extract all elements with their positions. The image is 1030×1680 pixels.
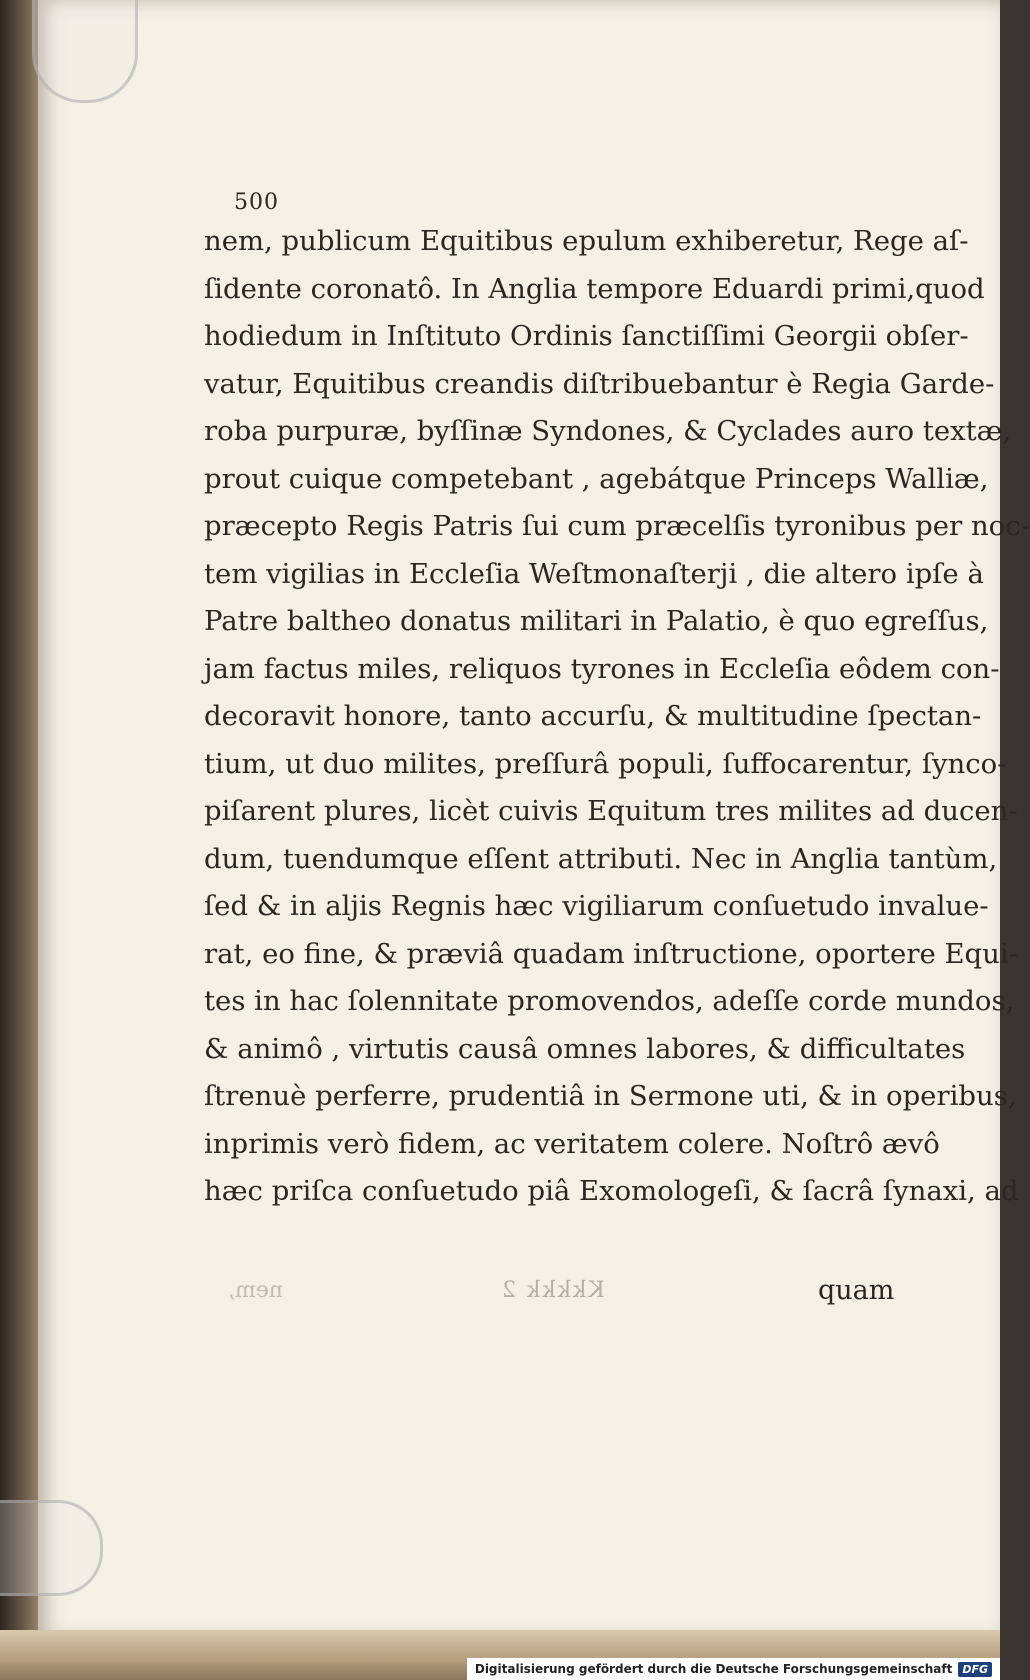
text-line: inprimis verò fidem, ac veritatem colere. Noſtrô ævô — [204, 1127, 940, 1160]
text-line: ſidente coronatô. In Anglia tempore Eduardi primi,quod — [204, 272, 985, 305]
text-line: ſed & in aljis Regnis hæc vigiliarum conſuetudo invalue- — [204, 890, 989, 922]
text-line: & animô , virtutis causâ omnes labores, & difficultates — [204, 1032, 966, 1065]
text-line: roba purpuræ, byſſinæ Syndones, & Cyclades auro textæ, — [204, 415, 1012, 447]
dfg-logo-icon: DFG — [958, 1662, 992, 1677]
text-line: piſarent plures, licèt cuivis Equitum tres milites ad ducen- — [204, 795, 1018, 827]
text-line: tes in hac ſolennitate promovendos, adeſſe corde mundos, — [204, 985, 1015, 1017]
page-clip-bottom — [0, 1500, 103, 1596]
text-line: decoravit honore, tanto accurſu, & multitudine ſpectan- — [204, 700, 982, 732]
text-line: Patre baltheo donatus militari in Palatio, è quo egreſſus, — [204, 605, 989, 637]
text-line: tium, ut duo milites, preſſurâ populi, ſuffocarentur, ſynco- — [204, 747, 1007, 780]
text-line: nem, publicum Equitibus epulum exhiberetur, Rege aſ- — [204, 225, 969, 257]
text-line: vatur, Equitibus creandis diſtribuebantur è Regia Garde- — [204, 367, 995, 400]
page-clip-top — [32, 0, 138, 103]
catchword: quam — [818, 1275, 895, 1306]
text-line: ſtrenuè perferre, prudentiâ in Sermone uti, & in operibus, — [204, 1080, 1017, 1112]
text-line: hodiedum in Inſtituto Ordinis ſanctiſſimi Georgii obſer- — [204, 320, 969, 352]
text-line: prout cuique competebant , agebátque Princeps Walliæ, — [204, 462, 989, 495]
page-number: 500 — [234, 190, 279, 215]
text-line: hæc priſca conſuetudo piâ Exomologeſi, & ſacrâ ſynaxi, ad — [204, 1175, 1019, 1207]
text-line: dum, tuendumque eſſent attributi. Nec in Anglia tantùm, — [204, 842, 998, 875]
body-text — [204, 218, 1030, 1216]
show-through-text-left: nem, — [228, 1278, 284, 1303]
text-line: præcepto Regis Patris ſui cum præcelſis tyronibus per noc- — [204, 510, 1030, 542]
signature-mark: Kkkkk 2 — [500, 1278, 605, 1303]
text-line: jam factus miles, reliquos tyrones in Eccleſia eôdem con- — [204, 652, 1000, 685]
digitization-footer — [467, 1658, 1000, 1680]
footer-text: Digitalisierung gefördert durch die Deutsche Forschungsgemeinschaft — [474, 1662, 953, 1676]
text-line: rat, eo fine, & præviâ quadam inſtructione, oportere Equi- — [204, 937, 1018, 970]
text-line: tem vigilias in Eccleſia Weſtmonaſterji , die altero ipſe à — [204, 557, 984, 590]
